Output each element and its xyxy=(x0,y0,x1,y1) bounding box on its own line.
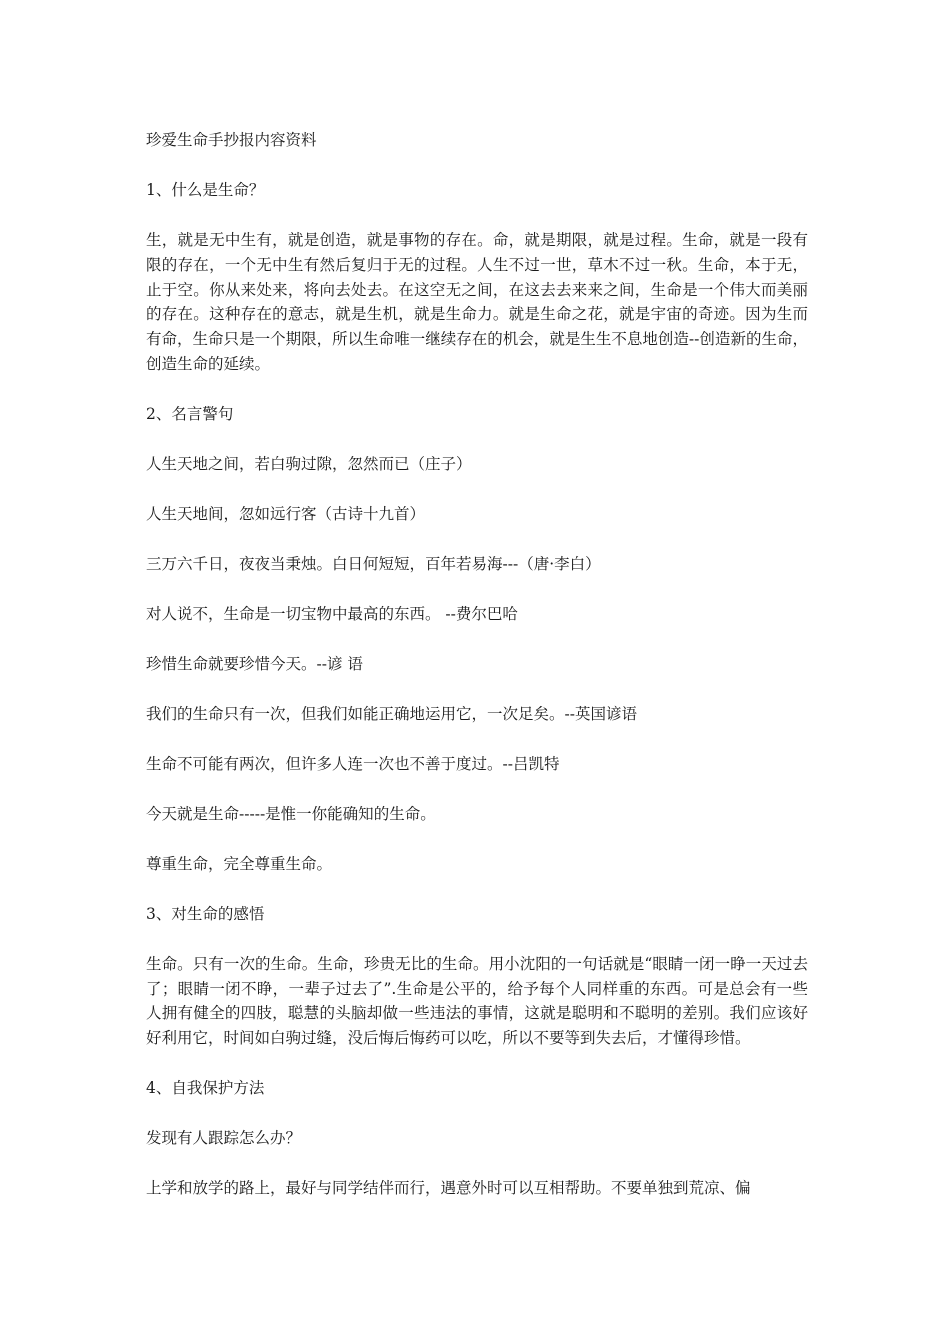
quote-item: 人生天地之间，若白驹过隙，忽然而已（庄子） xyxy=(146,454,472,473)
quote-item: 今天就是生命-----是惟一你能确知的生命。 xyxy=(146,804,436,823)
section-heading-4: 4、自我保护方法 xyxy=(146,1078,265,1097)
quote-item: 对人说不，生命是一切宝物中最高的东西。 --费尔巴哈 xyxy=(146,604,518,623)
quote-item: 人生天地间，忽如远行客（古诗十九首） xyxy=(146,504,426,523)
quote-item: 生命不可能有两次，但许多人连一次也不善于度过。--吕凯特 xyxy=(146,754,560,773)
section-paragraph-4: 上学和放学的路上，最好与同学结伴而行，遇意外时可以互相帮助。不要单独到荒凉、偏 xyxy=(146,1178,751,1197)
document-page xyxy=(146,128,808,1201)
document-title: 珍爱生命手抄报内容资料 xyxy=(146,131,317,149)
quote-item: 珍惜生命就要珍惜今天。--谚 语 xyxy=(146,654,363,673)
section-paragraph-1: 生，就是无中生有，就是创造，就是事物的存在。命，就是期限，就是过程。生命，就是一段有限的存在，一个无中生有然后复归于无的过程。人生不过一世，草木不过一秋。生命，本于无，止于空。你从来处来，将向去处去。在这空无之间，在这去去来来之间，生命是一个伟大而美丽的存在。这种存在的意志，就是生机，就是生命力。就是生命之花，就是宇宙的奇迹。因为生而有命，生命只是一个期限，所以生命唯一继续存在的机会，就是生生不息地创造--创造新的生命，创造生命的延续。 xyxy=(146,231,808,373)
section-subheading-4: 发现有人跟踪怎么办？ xyxy=(146,1128,302,1147)
section-paragraph-3: 生命。只有一次的生命。生命，珍贵无比的生命。用小沈阳的一句话就是“眼睛一闭一睁一天过去了；眼睛一闭不睁，一辈子过去了”.生命是公平的，给予每个人同样重的东西。可是总会有一些人拥有健全的四肢，聪慧的头脑却做一些违法的事情，这就是聪明和不聪明的差别。我们应该好好利用它，时间如白驹过缝，没后悔后悔药可以吃，所以不要等到失去后，才懂得珍惜。 xyxy=(146,954,808,1048)
quote-item: 三万六千日，夜夜当秉烛。白日何短短，百年若易海---（唐·李白） xyxy=(146,554,601,573)
section-heading-2: 2、名言警句 xyxy=(146,404,234,423)
quote-item: 尊重生命，完全尊重生命。 xyxy=(146,854,333,873)
section-heading-1: 1、什么是生命？ xyxy=(146,181,265,199)
quote-item: 我们的生命只有一次，但我们如能正确地运用它，一次足矣。--英国谚语 xyxy=(146,704,637,723)
section-heading-3: 3、对生命的感悟 xyxy=(146,904,265,923)
